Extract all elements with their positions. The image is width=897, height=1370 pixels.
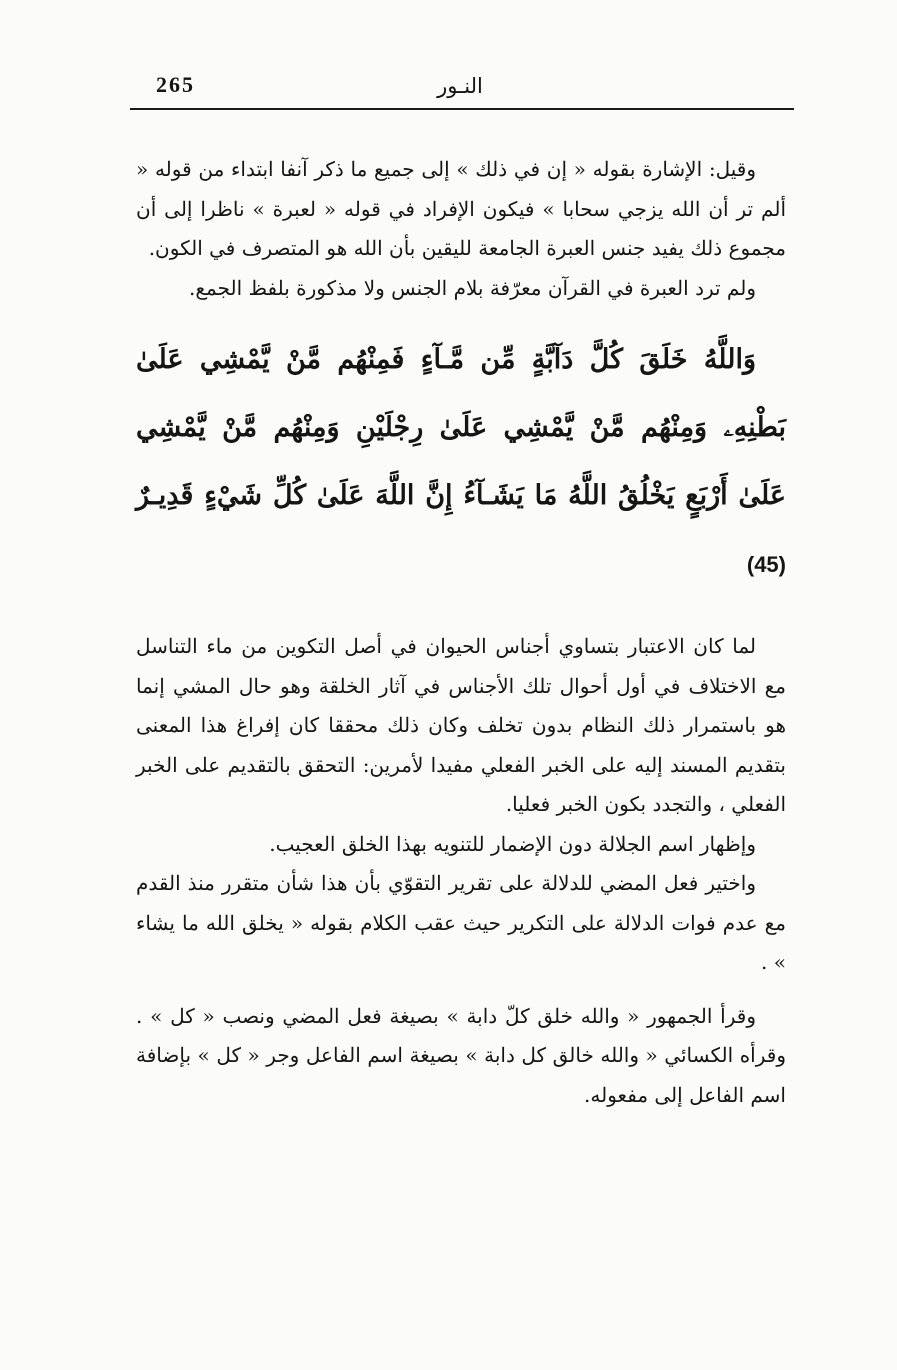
page-number: 265: [156, 72, 195, 97]
running-title: النـور: [437, 74, 483, 98]
paragraph-readings: وقرأ الجمهور « والله خلق كلّ دابة » بصيغة فعل المضي ونصب « كل » . وقرأه الكسائي « والله خالق كل دابة » بصيغة اسم الفاعل وجر « كل » بإضافة اسم الفاعل إلى مفعوله.: [136, 1003, 786, 1107]
quran-verse: [136, 326, 786, 599]
verse-number: (45): [746, 552, 786, 577]
paragraph-ibra-usage: ولم ترد العبرة في القرآن معرّفة بلام الجنس ولا مذكورة بلفظ الجمع.: [189, 275, 756, 300]
paragraph-creation-tafsir: لما كان الاعتبار بتساوي أجناس الحيوان في أصل التكوين من ماء التناسل مع الاختلاف في أول أحوال تلك الأجناس في آثار الخلقة وهو حال المشي إنما هو باستمرار ذلك النظام بدون تخلف وكان ذلك محققا كان إفراغ هذا المعنى بتقديم المسند إليه على الخبر الفعلي مفيدا لأمرين: التحقق بالتقديم على الخبر الفعلي ، والتجدد بكون الخبر فعليا.: [136, 634, 786, 816]
paragraph-past-tense: واختير فعل المضي للدلالة على تقرير التقوّي بأن هذا شأن متقرر منذ القدم مع عدم فوات الدلالة على التكرير حيث عقب الكلام بقوله « يخلق الله ما يشاء » .: [136, 871, 786, 974]
page-header: [130, 66, 794, 110]
header-rule: [130, 108, 794, 110]
page-body: [136, 150, 786, 1115]
paragraph-ibra-reference: وقيل: الإشارة بقوله « إن في ذلك » إلى جميع ما ذكر آنفا ابتداء من قوله « ألم تر أن الله يزجي سحابا » فيكون الإفراد في قوله « لعبرة » ناظرا إلى أن مجموع ذلك يفيد جنس العبرة الجامعة لليقين بأن الله هو المتصرف في الكون.: [136, 157, 786, 260]
verse-text: وَاللَّهُ خَلَقَ كُلَّ دَآبَّةٍ مِّن مَّـآءٍ فَمِنْهُم مَّنْ يَّمْشِي عَلَىٰ بَطْنِهِۦ وَمِنْهُم مَّنْ يَّمْشِي عَلَىٰ رِجْلَيْنِ وَمِنْهُم مَّنْ يَّمْشِي عَلَىٰ أَرْبَعٍ يَخْلُقُ اللَّهُ مَا يَشَـآءُ إِنَّ اللَّهَ عَلَىٰ كُلِّ شَيْءٍ قَدِيـرٌ: [136, 344, 786, 511]
paragraph-divine-name: وإظهار اسم الجلالة دون الإضمار للتنويه بهذا الخلق العجيب.: [269, 831, 756, 856]
